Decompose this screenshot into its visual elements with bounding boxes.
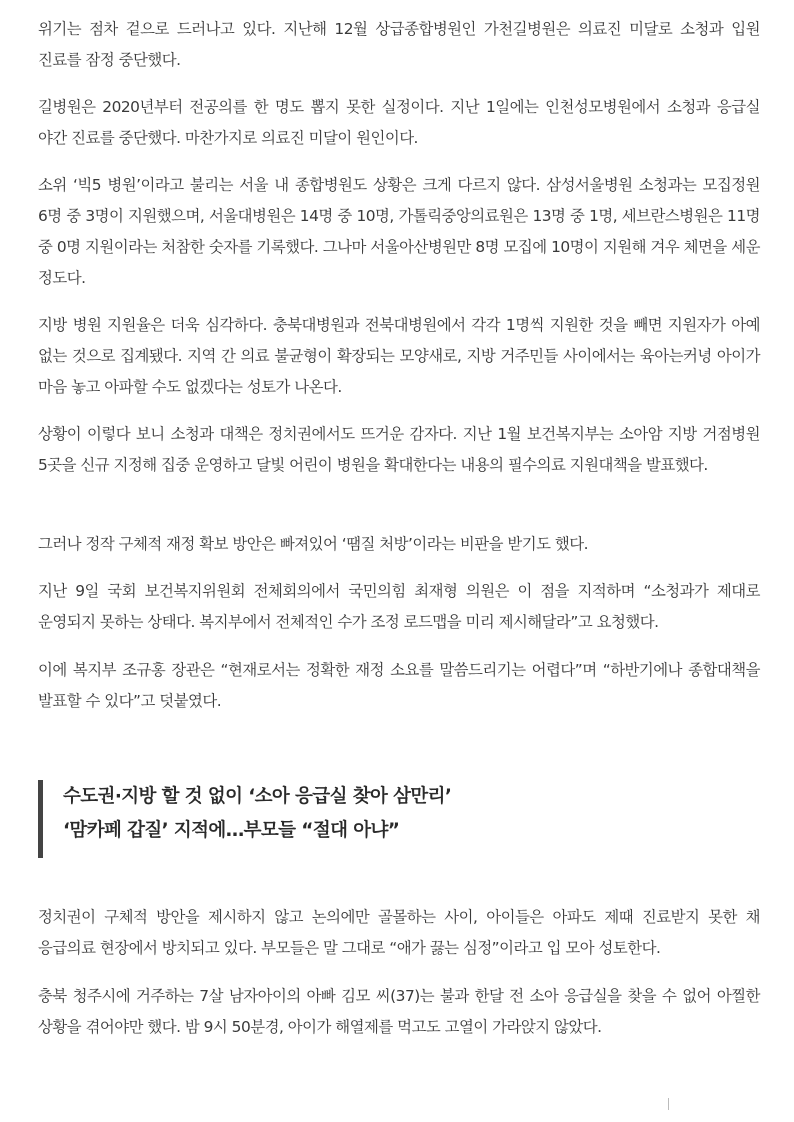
subheading-line-1: 수도권·지방 할 것 없이 ‘소아 응급실 찾아 삼만리’ xyxy=(63,786,452,807)
article-paragraph: 소위 ‘빅5 병원’이라고 불리는 서울 내 종합병원도 상황은 크게 다르지 않다. 삼성서울병원 소청과는 모집정원 6명 중 3명이 지원했으며, 서울대병원은 14명 중 10명, 가톨릭중앙의료원은 13명 중 1명, 세브란스병원은 11명 중 0명 지원이라는 처참한 숫자를 기록했다. 그나마 서울아산병원만 8명 모집에 10명이 지원해 겨우 체면을 세운 정도다. xyxy=(38,176,760,287)
section-subheading xyxy=(38,780,738,858)
article-paragraph: 정치권이 구체적 방안을 제시하지 않고 논의에만 골몰하는 사이, 아이들은 아파도 제때 진료받지 못한 채 응급의료 현장에서 방치되고 있다. 부모들은 말 그대로 “애가 끓는 심정”이라고 입 모아 성토한다. xyxy=(38,908,760,957)
scan-artifact-line xyxy=(668,1098,669,1110)
article-paragraph: 위기는 점차 겉으로 드러나고 있다. 지난해 12월 상급종합병원인 가천길병원은 의료진 미달로 소청과 입원 진료를 잠정 중단했다. xyxy=(38,20,760,69)
article-paragraph: 충북 청주시에 거주하는 7살 남자아이의 아빠 김모 씨(37)는 불과 한달 전 소아 응급실을 찾을 수 없어 아찔한 상황을 겪어야만 했다. 밤 9시 50분경, 아이가 해열제를 먹고도 고열이 가라앉지 않았다. xyxy=(38,987,760,1036)
article-paragraph: 이에 복지부 조규홍 장관은 “현재로서는 정확한 재정 소요를 말씀드리기는 어렵다”며 “하반기에나 종합대책을 발표할 수 있다”고 덧붙였다. xyxy=(38,661,760,710)
article-paragraph: 상황이 이렇다 보니 소청과 대책은 정치권에서도 뜨거운 감자다. 지난 1월 보건복지부는 소아암 지방 거점병원 5곳을 신규 지정해 집중 운영하고 달빛 어린이 병원을 확대한다는 내용의 필수의료 지원대책을 발표했다. xyxy=(38,425,760,474)
article-paragraph: 지난 9일 국회 보건복지위원회 전체회의에서 국민의힘 최재형 의원은 이 점을 지적하며 “소청과가 제대로 운영되지 못하는 상태다. 복지부에서 전체적인 수가 조정 로드맵을 미리 제시해달라”고 요청했다. xyxy=(38,582,760,631)
article-paragraph: 그러나 정작 구체적 재정 확보 방안은 빠져있어 ‘땜질 처방’이라는 비판을 받기도 했다. xyxy=(38,535,588,553)
article-paragraph: 길병원은 2020년부터 전공의를 한 명도 뽑지 못한 실정이다. 지난 1일에는 인천성모병원에서 소청과 응급실 야간 진료를 중단했다. 마찬가지로 의료진 미달이 원인이다. xyxy=(38,98,760,147)
subheading-line-2: ‘맘카페 갑질’ 지적에…부모들 “절대 아냐” xyxy=(63,820,400,841)
article-paragraph: 지방 병원 지원율은 더욱 심각하다. 충북대병원과 전북대병원에서 각각 1명씩 지원한 것을 빼면 지원자가 아예 없는 것으로 집계됐다. 지역 간 의료 불균형이 확장되는 모양새로, 지방 거주민들 사이에서는 육아는커녕 아이가 마음 놓고 아파할 수도 없겠다는 성토가 나온다. xyxy=(38,316,760,396)
